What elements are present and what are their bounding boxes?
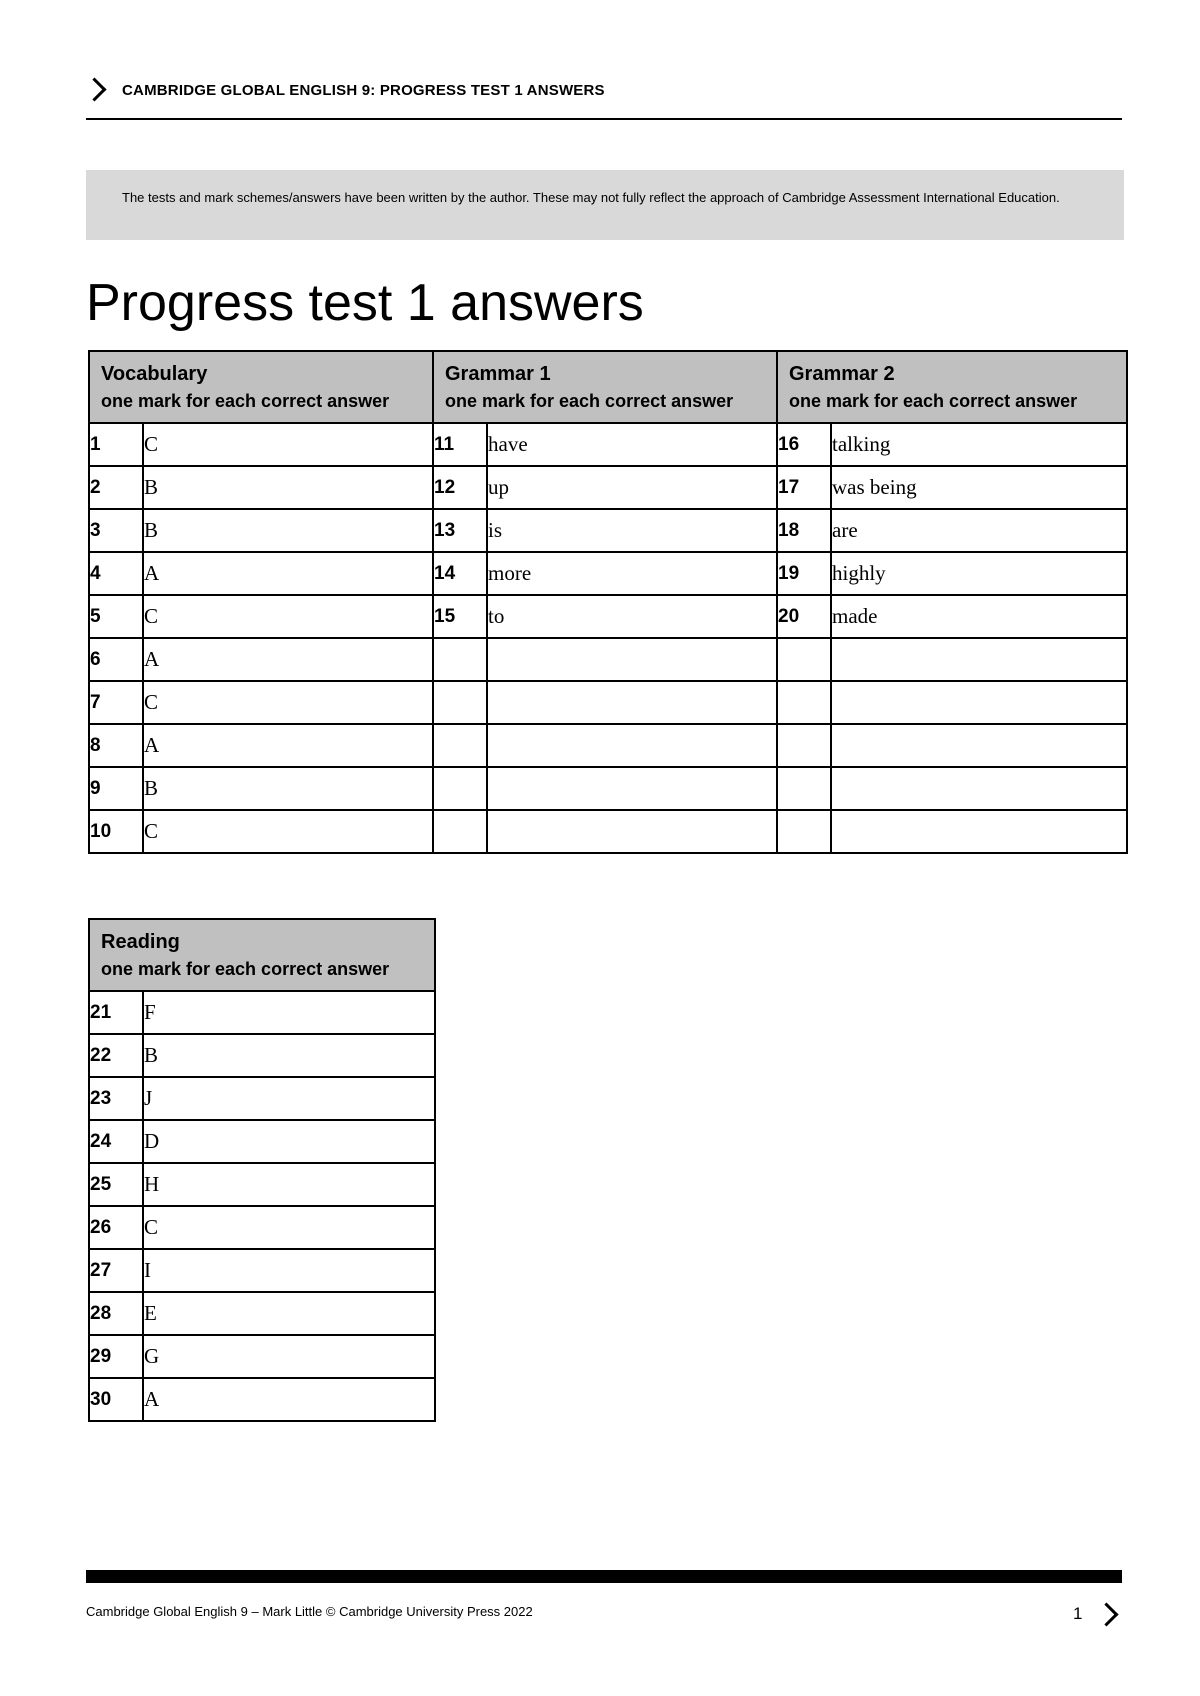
question-number: 13 bbox=[433, 509, 487, 552]
reading-header bbox=[89, 919, 435, 991]
answer-value: B bbox=[143, 1034, 435, 1077]
answer-value bbox=[831, 767, 1127, 810]
section-title: Reading bbox=[101, 931, 180, 953]
question-number: 10 bbox=[89, 810, 143, 853]
question-number: 11 bbox=[433, 423, 487, 466]
answer-value: C bbox=[143, 423, 433, 466]
vocabulary-header bbox=[89, 351, 433, 423]
question-number: 24 bbox=[89, 1120, 143, 1163]
answer-value: have bbox=[487, 423, 777, 466]
answer-value: B bbox=[143, 466, 433, 509]
question-number: 8 bbox=[89, 724, 143, 767]
table-row bbox=[89, 991, 435, 1034]
question-number: 26 bbox=[89, 1206, 143, 1249]
table-row bbox=[89, 466, 1127, 509]
answer-value: B bbox=[143, 767, 433, 810]
answer-value: A bbox=[143, 638, 433, 681]
question-number: 17 bbox=[777, 466, 831, 509]
table-row bbox=[89, 595, 1127, 638]
answer-value bbox=[831, 810, 1127, 853]
header-title: CAMBRIDGE GLOBAL ENGLISH 9: PROGRESS TEST 1 ANSWERS bbox=[122, 82, 605, 99]
table-row bbox=[89, 1163, 435, 1206]
answer-value: C bbox=[143, 595, 433, 638]
section-subtitle: one mark for each correct answer bbox=[445, 391, 734, 411]
table-row bbox=[89, 1249, 435, 1292]
question-number bbox=[433, 681, 487, 724]
question-number: 7 bbox=[89, 681, 143, 724]
table-row bbox=[89, 681, 1127, 724]
answer-value bbox=[487, 724, 777, 767]
question-number: 16 bbox=[777, 423, 831, 466]
answer-value bbox=[487, 681, 777, 724]
question-number: 23 bbox=[89, 1077, 143, 1120]
table-row bbox=[89, 1034, 435, 1077]
answer-value: to bbox=[487, 595, 777, 638]
section-title: Vocabulary bbox=[101, 363, 208, 385]
table-row bbox=[89, 1292, 435, 1335]
answer-value: is bbox=[487, 509, 777, 552]
answer-value: made bbox=[831, 595, 1127, 638]
table-row bbox=[89, 1335, 435, 1378]
table-row bbox=[89, 509, 1127, 552]
answer-value: up bbox=[487, 466, 777, 509]
answer-value: F bbox=[143, 991, 435, 1034]
question-number bbox=[777, 724, 831, 767]
answer-value: highly bbox=[831, 552, 1127, 595]
question-number bbox=[777, 810, 831, 853]
question-number: 12 bbox=[433, 466, 487, 509]
answer-value: C bbox=[143, 1206, 435, 1249]
chevron-right-icon bbox=[82, 77, 106, 101]
question-number bbox=[777, 767, 831, 810]
table-row bbox=[89, 724, 1127, 767]
answer-value bbox=[487, 638, 777, 681]
page-header bbox=[86, 70, 1122, 120]
section-title: Grammar 2 bbox=[789, 363, 895, 385]
question-number: 1 bbox=[89, 423, 143, 466]
question-number: 2 bbox=[89, 466, 143, 509]
question-number: 27 bbox=[89, 1249, 143, 1292]
table-row bbox=[89, 638, 1127, 681]
section-title: Grammar 1 bbox=[445, 363, 551, 385]
answer-value bbox=[831, 681, 1127, 724]
grammar1-header bbox=[433, 351, 777, 423]
answer-value: are bbox=[831, 509, 1127, 552]
question-number: 18 bbox=[777, 509, 831, 552]
table-row bbox=[89, 1077, 435, 1120]
answer-value: A bbox=[143, 552, 433, 595]
answers-table-main bbox=[88, 350, 1128, 854]
disclaimer-box bbox=[86, 170, 1124, 240]
answer-value: I bbox=[143, 1249, 435, 1292]
answer-value: was being bbox=[831, 466, 1127, 509]
answer-value: talking bbox=[831, 423, 1127, 466]
page-number: 1 bbox=[1073, 1604, 1083, 1623]
table-row bbox=[89, 767, 1127, 810]
answer-value: more bbox=[487, 552, 777, 595]
answer-value bbox=[831, 724, 1127, 767]
disclaimer-text: The tests and mark schemes/answers have been written by the author. These may not fully reflect the approach of Cambridge Assessment International Education. bbox=[122, 190, 1060, 205]
section-subtitle: one mark for each correct answer bbox=[789, 391, 1078, 411]
section-subtitle: one mark for each correct answer bbox=[101, 959, 390, 979]
answer-value: E bbox=[143, 1292, 435, 1335]
question-number: 20 bbox=[777, 595, 831, 638]
answer-value: C bbox=[143, 681, 433, 724]
question-number: 21 bbox=[89, 991, 143, 1034]
answer-value bbox=[831, 638, 1127, 681]
footer-credit: Cambridge Global English 9 – Mark Little © Cambridge University Press 2022 bbox=[86, 1604, 533, 1619]
answer-value: D bbox=[143, 1120, 435, 1163]
table-row bbox=[89, 1378, 435, 1421]
table-header-row bbox=[89, 351, 1127, 423]
table-row bbox=[89, 552, 1127, 595]
answer-value: G bbox=[143, 1335, 435, 1378]
table-row bbox=[89, 423, 1127, 466]
question-number: 25 bbox=[89, 1163, 143, 1206]
table-row bbox=[89, 1120, 435, 1163]
answer-value: A bbox=[143, 724, 433, 767]
answer-value bbox=[487, 767, 777, 810]
question-number bbox=[433, 810, 487, 853]
question-number: 5 bbox=[89, 595, 143, 638]
answer-value: C bbox=[143, 810, 433, 853]
question-number: 29 bbox=[89, 1335, 143, 1378]
answer-value: J bbox=[143, 1077, 435, 1120]
answers-table-reading bbox=[88, 918, 436, 1422]
table-row bbox=[89, 1206, 435, 1249]
answer-value bbox=[487, 810, 777, 853]
question-number: 3 bbox=[89, 509, 143, 552]
grammar2-header bbox=[777, 351, 1127, 423]
question-number: 6 bbox=[89, 638, 143, 681]
question-number bbox=[777, 638, 831, 681]
question-number bbox=[433, 724, 487, 767]
question-number bbox=[777, 681, 831, 724]
question-number: 15 bbox=[433, 595, 487, 638]
page-title: Progress test 1 answers bbox=[86, 274, 644, 332]
question-number: 30 bbox=[89, 1378, 143, 1421]
answer-value: H bbox=[143, 1163, 435, 1206]
chevron-right-icon bbox=[1094, 1602, 1118, 1626]
question-number: 22 bbox=[89, 1034, 143, 1077]
question-number bbox=[433, 638, 487, 681]
question-number: 4 bbox=[89, 552, 143, 595]
table-row bbox=[89, 810, 1127, 853]
section-subtitle: one mark for each correct answer bbox=[101, 391, 390, 411]
table-header-row bbox=[89, 919, 435, 991]
answer-value: B bbox=[143, 509, 433, 552]
question-number: 14 bbox=[433, 552, 487, 595]
question-number: 28 bbox=[89, 1292, 143, 1335]
footer-rule bbox=[86, 1570, 1122, 1583]
answer-value: A bbox=[143, 1378, 435, 1421]
question-number: 19 bbox=[777, 552, 831, 595]
question-number: 9 bbox=[89, 767, 143, 810]
question-number bbox=[433, 767, 487, 810]
